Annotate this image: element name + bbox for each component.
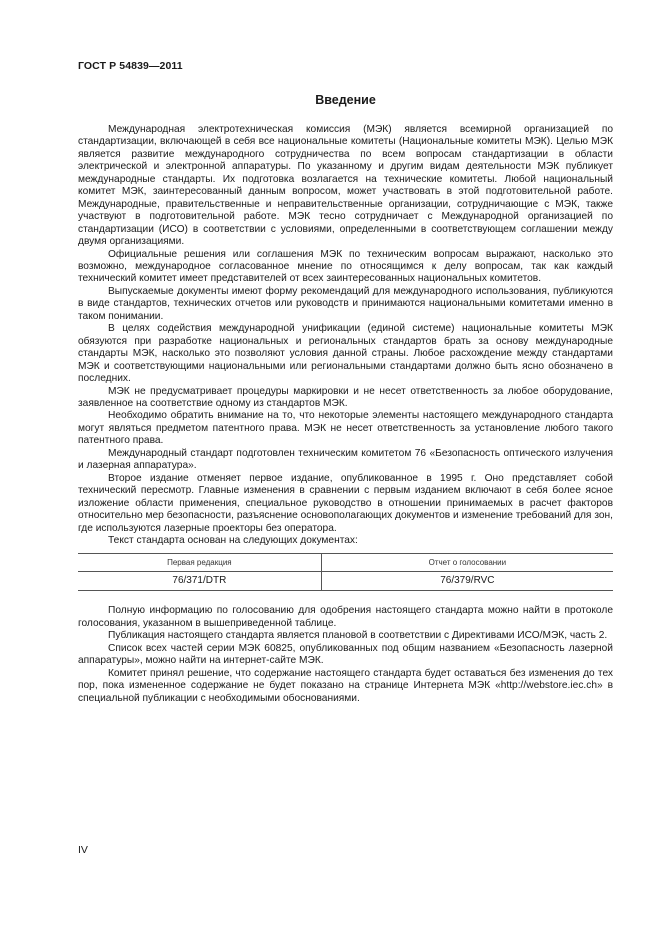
documents-table — [78, 553, 613, 591]
table-header-row — [78, 554, 613, 572]
table-cell: 76/379/RVC — [321, 572, 613, 591]
table-header-cell: Первая редакция — [78, 554, 321, 572]
paragraph: Выпускаемые документы имеют форму рекомендаций для международного использования, публикуются в виде стандартов, технических отчетов или руководств и принимаются национальными комитетами именно в таком понимании. — [78, 285, 613, 322]
paragraph: Текст стандарта основан на следующих документах: — [108, 534, 358, 546]
paragraph: МЭК не предусматривает процедуры маркировки и не несет ответственность за любое оборудование, заявленное на соответствие одному из стандартов МЭК. — [78, 385, 613, 409]
paragraph: Официальные решения или соглашения МЭК по техническим вопросам выражают, насколько это возможно, международное согласованное мнение по относящимся к делу вопросам, так как каждый технический комитет имеет представителей от всех заинтересованных национальных комитетов. — [78, 248, 613, 285]
paragraph: Комитет принял решение, что содержание настоящего стандарта будет оставаться без изменения до тех пор, пока измененное содержание не будет показано на странице Интернета МЭК «http://webstore.iec.ch» в специальной публикации с необходимыми обоснованиями. — [78, 667, 613, 704]
paragraph: Второе издание отменяет первое издание, опубликованное в 1995 г. Оно представляет собой технический пересмотр. Главные изменения в сравнении с первым изданием включают в себя более ясное изложение области применения, специальное руководство в отношении принимаемых в расчет факторов относительно мер безопасности, разъяснение основополагающих документов и изменение требований для зон, где используются лазерные проекторы без оператора. — [78, 472, 613, 534]
standard-designation: ГОСТ Р 54839—2011 — [78, 60, 183, 72]
paragraph: В целях содействия международной унификации (единой системе) национальные комитеты МЭК обязуются при разработке национальных и региональных стандартов брать за основу международные стандарты МЭК, насколько это позволяют условия данной страны. Любое расхождение между стандартами МЭК и соответствующими национальными или региональными стандартами должно быть ясно обозначено в последних. — [78, 323, 613, 385]
page-title-text: Введение — [315, 93, 376, 107]
paragraph: Международный стандарт подготовлен техническим комитетом 76 «Безопасность оптического излучения и лазерная аппаратура». — [78, 447, 613, 472]
document-body — [78, 124, 613, 705]
table-cell: 76/371/DTR — [78, 572, 321, 591]
paragraph: Публикация настоящего стандарта является плановой в соответствии с Директивами ИСО/МЭК, часть 2. — [108, 630, 608, 642]
paragraph: Международная электротехническая комиссия (МЭК) является всемирной организацией по стандартизации, включающей в себя все национальные комитеты (Национальные комитеты МЭК). Целью МЭК является развитие международного сотрудничества по всем вопросам стандартизации в области электрической и электронной аппаратуры. По указанному и другим видам деятельности МЭК публикует международные стандарты. Их подготовка возлагается на технические комитеты. Любой национальный комитет МЭК, заинтересованный данным вопросом, может участвовать в этой подготовительной работе. Международные, правительственные и неправительственные организации, сотрудничающие с МЭК, также участвуют в подготовительной работе. МЭК тесно сотрудничает с Международной организацией по стандартизации (ИСО) в соответствии с условиями, определенными в соответствующем соглашении между двумя организациями. — [78, 124, 613, 248]
paragraph: Список всех частей серии МЭК 60825, опубликованных под общим названием «Безопасность лазерной аппаратуры», можно найти на интернет-сайте МЭК. — [78, 642, 613, 667]
paragraph: Полную информацию по голосованию для одобрения настоящего стандарта можно найти в протоколе голосования, указанном в вышеприведенной таблице. — [78, 605, 613, 629]
table-header-cell: Отчет о голосовании — [321, 554, 613, 572]
paragraph: Необходимо обратить внимание на то, что некоторые элементы настоящего международного стандарта могут являться предметом патентного права. МЭК не несет ответственность за установление любого такого патентного права. — [78, 410, 613, 447]
table-row — [78, 572, 613, 591]
page-title — [0, 93, 661, 107]
page-number: IV — [78, 844, 88, 856]
